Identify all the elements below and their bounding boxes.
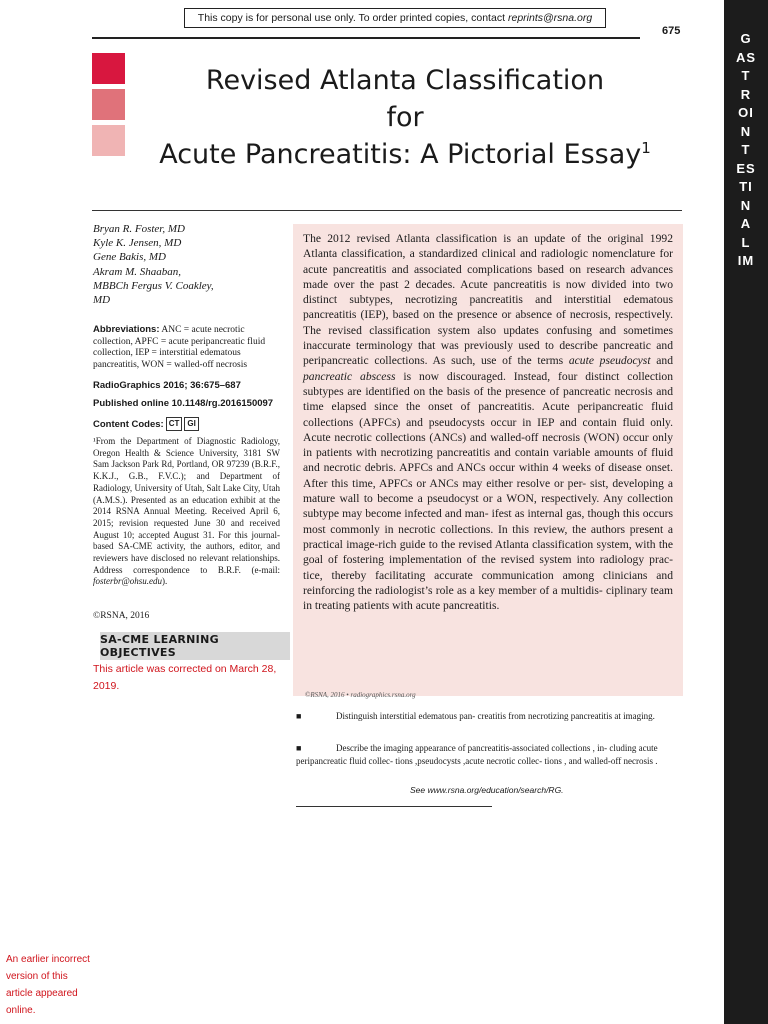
header-rule [92, 37, 640, 39]
color-swatch-dark [92, 53, 125, 84]
affiliation-contact: B.R.F. (e-mail: [217, 564, 280, 575]
article-title [130, 62, 680, 173]
cme-objectives-heading: SA-CME LEARNING OBJECTIVES [100, 632, 290, 660]
reprint-email-link[interactable]: reprints@rsna.org [507, 12, 593, 24]
author: MBBCh Fergus V. Coakley, [93, 279, 214, 292]
author: Gene Bakis, MD [93, 251, 167, 264]
title-rule [92, 210, 682, 211]
bullet-icon: ■ [296, 711, 302, 721]
abbreviations-label: Abbreviations: [93, 324, 160, 335]
author: Bryan R. Foster, MD [93, 223, 185, 235]
objective-item [296, 710, 686, 723]
section-side-bar [724, 0, 768, 1024]
content-codes [93, 417, 283, 431]
section-label-gastrointestinal [724, 30, 768, 271]
objective-item [296, 742, 686, 767]
abstract-text [303, 231, 673, 613]
correction-note: This article was corrected on March 28, 2019. [93, 663, 277, 692]
side-letter: T [741, 68, 751, 83]
content-codes-label: Content Codes: [93, 418, 164, 430]
color-swatch-light [92, 125, 125, 156]
content-code-ct: CT [166, 417, 183, 431]
abbreviations [93, 324, 283, 371]
bullet-icon: ■ [296, 743, 302, 753]
side-letter: R [740, 86, 752, 102]
side-letter: T [741, 142, 751, 157]
side-letter: IM [737, 253, 755, 268]
published-online[interactable]: Published online 10.1148/rg.2016150097 [93, 398, 274, 409]
side-letter: L [741, 234, 751, 250]
correspondence-email[interactable]: fosterbr@ohsu.edu [93, 576, 163, 587]
objective-text: Describe the imaging appearance of pancreatitis-associated collections , in- cluding acute peripancreatic fluid collec- tions ,pseudocysts ,acute necrotic collec- tions , and walled-off necrosis . [296, 743, 658, 766]
side-letter: ES [736, 160, 756, 176]
abstract-part: and [656, 354, 674, 368]
abstract-footer: ©RSNA, 2016 • radiographics.rsna.org [305, 691, 416, 699]
title-footnote-mark: 1 [641, 139, 651, 157]
affiliation-end: ). [162, 576, 168, 587]
abstract-term: pancreatic abscess [303, 369, 396, 383]
side-letter: A [740, 216, 752, 231]
page-number: 675 [662, 25, 681, 37]
author: Kyle K. Jensen, MD [93, 237, 182, 250]
title-line-3 [130, 136, 680, 173]
objectives-rule [296, 806, 492, 807]
see-link[interactable]: See www.rsna.org/education/search/RG. [410, 785, 564, 795]
content-code-gi: GI [184, 417, 198, 431]
title-line-2: for [386, 102, 424, 133]
side-letter: G [740, 31, 752, 46]
side-letter: N [740, 123, 752, 139]
author: MD [93, 294, 111, 307]
abstract-part: is now discouraged. Instead, four distinct collection subtypes are identified on the basis of the presence of pancreatic necrosis and time elapsed since the onset of pancreatitis. Acute peripancreatic fluid collections (APFCs) and pseudocysts occur in IEP and contain fluid only. Acute necrotic collections (ANCs) and walled-off necrosis (WON) occur only in patients with necrotizing pancreatitis and contain variable amounts of fluid and necrotic debris. APFCs and ANCs occur within 4 weeks of disease onset. After this time, APFCs or ANCs may either resolve or per- sist, developing a mature wall to become a pseudocyst or a WON, respectively. Any collection subtype may become infected and man- ifest as internal gas, though this occurs most commonly in necrotic collections. In this review, the authors present a practical image-rich guide to the revised Atlanta classification system, with the goal of fostering implementation of the revised system into radiology prac- tice, thereby facilitating accurate communication among clinicians and reinforcing the radiologist’s role as a key member of a multidis- ciplinary team in treating patients with acute pancreatitis. [303, 369, 674, 613]
author: Akram M. Shaaban, [93, 265, 181, 278]
author-list [93, 222, 283, 307]
earlier-version-note: An earlier incorrect version of this article appeared online. [6, 954, 90, 1016]
reprint-notice-text: This copy is for personal use only. To order printed copies, contact [197, 12, 505, 24]
abbreviations-text: ANC = acute necrotic collection, APFC = acute peripancreatic fluid collection, IEP = interstitial edematous pancreatitis, WON = walled-off necrosis [93, 325, 266, 370]
side-letter: N [740, 197, 752, 213]
objective-text: Distinguish interstitial edematous pan- creatitis from necrotizing pancreatitis at imaging. [336, 711, 655, 721]
side-letter: TI [739, 179, 753, 194]
copyright: ©RSNA, 2016 [93, 611, 150, 621]
side-letter: AS [735, 49, 757, 65]
affiliation-footnote [93, 436, 280, 588]
title-line-3-text: Acute Pancreatitis: A Pictorial Essay [159, 139, 642, 170]
abstract-part: The 2012 revised Atlanta classification is an update of the original 1992 Atlanta classification, a standardized clinical and radiologic nomenclature for acute pancreatitis and associated complications based on research advances made over the past 2 decades. Acute pancreatitis is now divided into two distinct subtypes, necrotizing pancreatitis and interstitial edematous pancreatitis (IEP), based on the presence or absence of necrosis, respectively. The revised classification system also updates confusing and sometimes inaccurate terminology that was previously used to describe pancreatic and peripancreatic collections. As such, use of the terms [303, 232, 673, 368]
journal-citation: RadioGraphics 2016; 36:675–687 [93, 380, 241, 391]
side-letter: OI [738, 105, 754, 120]
abstract-term: acute pseudocyst [568, 354, 651, 368]
color-swatch-mid [92, 89, 125, 120]
abstract-box [293, 224, 683, 696]
affiliation-text: ¹From the Department of Diagnostic Radiology, Oregon Health & Science University, 3181 SW Sam Jackson Park Rd, Portland, OR 97239 (B.R.F., K.K.J., G.B., F.V.C.); and Department of Radiology, University of Utah, Salt Lake City, Utah (A.M.S.). Presented as an education exhibit at the 2014 RSNA Annual Meeting. Received April 6, 2015; revision requested June 30 and received August 10; accepted August 31. For this journal-based SA-CME activity, the authors, editor, and reviewers have disclosed no relevant relationships. Address correspondence to [93, 436, 280, 575]
reprint-notice [184, 8, 606, 28]
title-line-1: Revised Atlanta Classification [205, 65, 605, 96]
